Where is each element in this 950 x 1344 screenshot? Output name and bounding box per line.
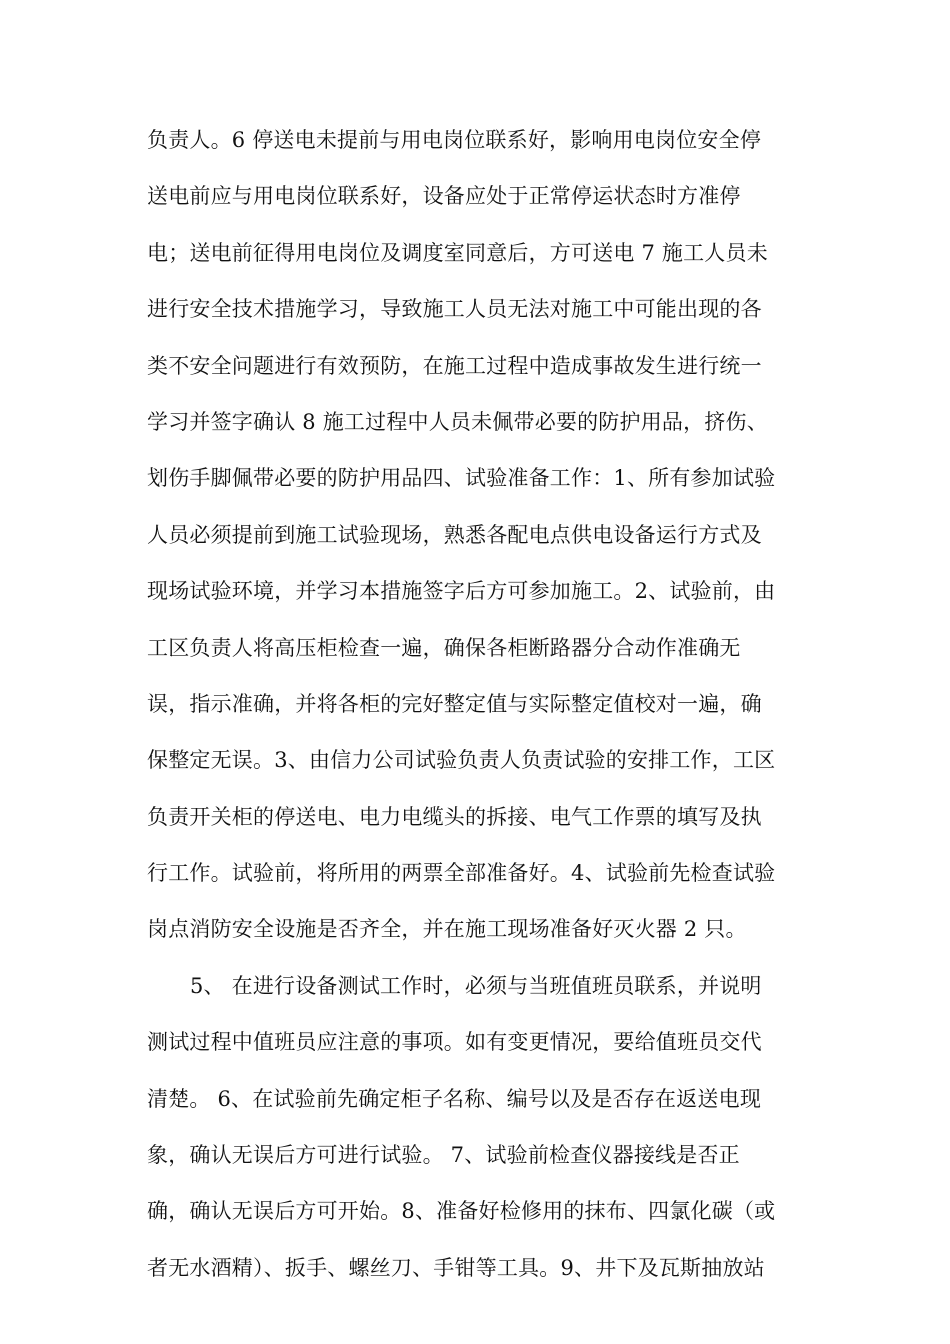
text-line: 象，确认无误后方可进行试验。 7、试验前检查仪器接线是否正 [147,1143,740,1168]
text-line: 者无水酒精）、扳手、螺丝刀、手钳等工具。9、井下及瓦斯抽放站 [147,1255,765,1280]
text-line: 电；送电前征得用电岗位及调度室同意后，方可送电 7 施工人员未 [147,240,768,265]
text-line: 保整定无误。3、由信力公司试验负责人负责试验的安排工作，工区 [147,748,776,773]
paragraph-start-line: 5、 在进行设备测试工作时，必须与当班值班员联系，并说明 [190,973,762,998]
text-line: 岗点消防安全设施是否齐全，并在施工现场准备好灭火器 2 只。 [147,917,747,942]
text-line: 划伤手脚佩带必要的防护用品四、试验准备工作：1、所有参加试验 [147,466,776,491]
text-line: 负责人。6 停送电未提前与用电岗位联系好，影响用电岗位安全停 [147,128,762,152]
text-line: 人员必须提前到施工试验现场，熟悉各配电点供电设备运行方式及 [147,522,762,547]
text-line: 类不安全问题进行有效预防，在施工过程中造成事故发生进行统一 [147,353,762,378]
text-line: 送电前应与用电岗位联系好，设备应处于正常停运状态时方准停 [147,184,741,209]
text-line: 清楚。 6、在试验前先确定柜子名称、编号以及是否存在返送电现 [147,1086,762,1111]
text-line: 负责开关柜的停送电、电力电缆头的拆接、电气工作票的填写及执 [147,804,762,829]
text-line: 误，指示准确，并将各柜的完好整定值与实际整定值校对一遍，确 [147,691,762,716]
text-line: 工区负责人将高压柜检查一遍，确保各柜断路器分合动作准确无 [147,635,741,660]
text-line: 行工作。试验前，将所用的两票全部准备好。4、试验前先检查试验 [147,861,776,886]
text-line: 学习并签字确认 8 施工过程中人员未佩带必要的防护用品，挤伤、 [147,409,768,434]
text-line: 测试过程中值班员应注意的事项。如有变更情况，要给值班员交代 [147,1030,762,1055]
body-text [147,112,827,1296]
text-line: 进行安全技术措施学习，导致施工人员无法对施工中可能出现的各 [147,297,762,322]
text-line: 现场试验环境，并学习本措施签字后方可参加施工。2、试验前，由 [147,579,776,604]
text-line: 确，确认无误后方可开始。8、准备好检修用的抹布、四氯化碳（或 [147,1199,776,1224]
